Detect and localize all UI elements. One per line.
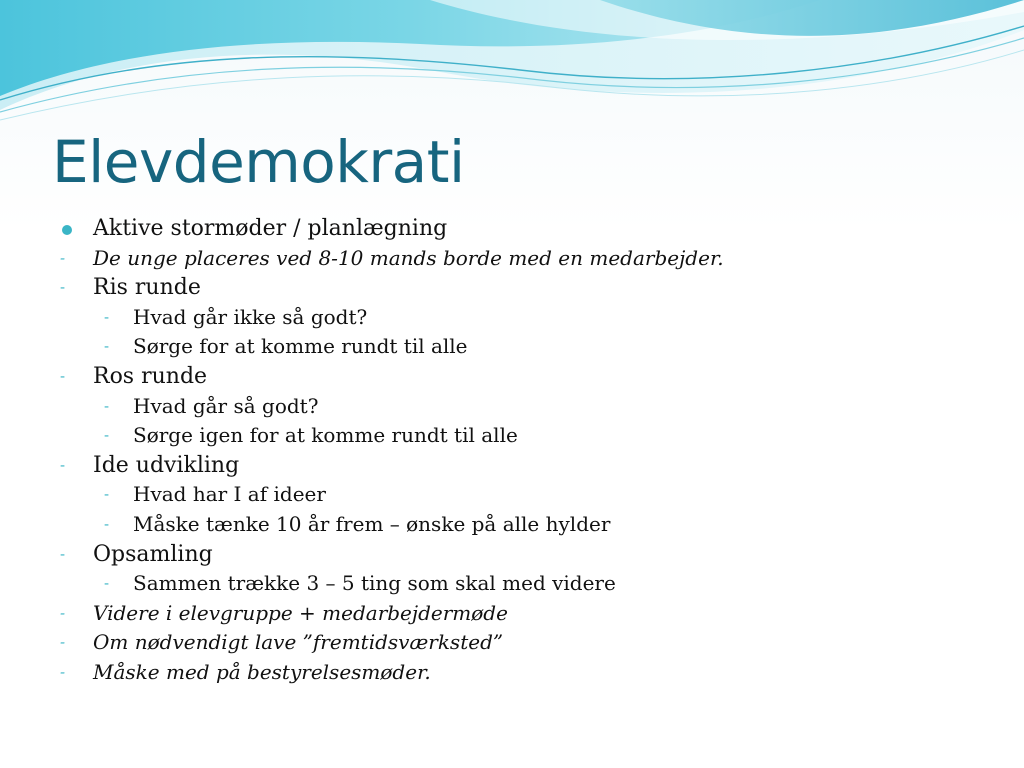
list-item xyxy=(60,214,980,244)
list-item xyxy=(60,392,980,422)
list-item-text: Hvad går ikke så godt? xyxy=(133,304,368,329)
page-title: Elevdemokrati xyxy=(52,128,465,196)
list-item-text: Hvad har I af ideer xyxy=(133,482,326,507)
dash-icon: - xyxy=(104,307,110,326)
dash-icon: - xyxy=(60,662,66,681)
list-item-text: Måske tænke 10 år frem – ønske på alle hylder xyxy=(133,511,611,536)
list-item-text: Sørge igen for at komme rundt til alle xyxy=(133,423,518,448)
list-item-text: Måske med på bestyrelsesmøder. xyxy=(93,659,431,684)
dash-icon: - xyxy=(104,337,110,356)
list-item-text: Om nødvendigt lave ”fremtidsværksted” xyxy=(93,630,504,655)
list-item-text: Hvad går så godt? xyxy=(133,393,319,418)
dash-icon: - xyxy=(60,366,66,385)
bullet-dot-icon xyxy=(62,225,72,235)
dash-icon: - xyxy=(104,426,110,445)
bullet-list xyxy=(60,214,980,688)
list-item xyxy=(60,421,980,451)
list-item xyxy=(60,599,980,629)
list-item-text: Videre i elevgruppe + medarbejdermøde xyxy=(93,600,508,625)
list-item xyxy=(60,332,980,362)
list-item-text: De unge placeres ved 8-10 mands borde med en medarbejder. xyxy=(93,245,724,270)
wave-header-decoration xyxy=(0,0,1024,130)
list-item xyxy=(60,480,980,510)
list-item-text: Ros runde xyxy=(93,363,208,389)
list-item-text: Aktive stormøder / planlægning xyxy=(93,216,448,241)
dash-icon: - xyxy=(60,278,66,297)
list-item xyxy=(60,540,980,570)
dash-icon: - xyxy=(104,396,110,415)
dash-icon: - xyxy=(60,633,66,652)
list-item xyxy=(60,244,980,274)
list-item xyxy=(60,451,980,481)
list-item xyxy=(60,273,980,303)
dash-icon: - xyxy=(60,248,66,267)
list-item xyxy=(60,303,980,333)
list-item xyxy=(60,658,980,688)
dash-icon: - xyxy=(104,514,110,533)
list-item xyxy=(60,362,980,392)
dash-icon: - xyxy=(104,574,110,593)
list-item xyxy=(60,569,980,599)
dash-icon: - xyxy=(104,485,110,504)
list-item-text: Opsamling xyxy=(93,541,213,567)
dash-icon: - xyxy=(60,455,66,474)
list-item xyxy=(60,628,980,658)
list-item-text: Ide udvikling xyxy=(93,452,240,478)
list-item-text: Sammen trække 3 – 5 ting som skal med videre xyxy=(133,571,616,596)
list-item xyxy=(60,510,980,540)
list-item-text: Sørge for at komme rundt til alle xyxy=(133,334,468,359)
dash-icon: - xyxy=(60,603,66,622)
dash-icon: - xyxy=(60,544,66,563)
list-item-text: Ris runde xyxy=(93,275,201,301)
